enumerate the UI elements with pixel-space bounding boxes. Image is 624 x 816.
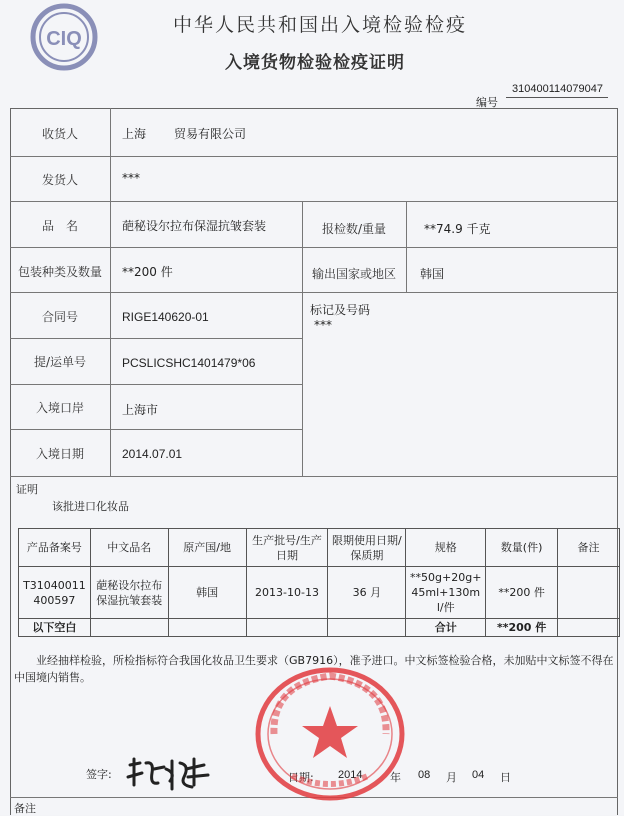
year-unit: 年 xyxy=(390,771,401,784)
logo-text: CIQ xyxy=(46,28,82,50)
th-record-no: 产品备案号 xyxy=(19,529,91,567)
marks-value: *** xyxy=(314,318,332,332)
marks-label: 标记及号码 xyxy=(310,303,371,317)
consignee-label: 收货人 xyxy=(41,127,78,141)
table-row xyxy=(19,567,620,619)
remarks-label: 备注 xyxy=(14,802,36,815)
origin-country-label: 输出国家或地区 xyxy=(311,267,396,281)
th-remark: 备注 xyxy=(558,529,620,567)
quantity-weight-label: 报检数/重量 xyxy=(321,222,387,236)
sign-month: 08 xyxy=(418,769,431,781)
cert-number: 310400114079047 xyxy=(512,83,603,95)
cert-number-label: 编号 xyxy=(476,96,498,109)
certificate-label: 证明 xyxy=(16,483,38,496)
consignee-company: 贸易有限公司 xyxy=(174,127,247,141)
document-title: 入境货物检验检疫证明 xyxy=(225,53,405,73)
th-qty: 数量(件) xyxy=(486,529,558,567)
conclusion-text: 业经抽样检验，所检指标符合我国化妆品卫生要求（GB7916），准予进口。中文标签检验合格，未加贴中文标签不得在中国境内销售。 xyxy=(14,654,614,684)
handwritten-signature xyxy=(124,755,214,795)
sign-day: 04 xyxy=(472,769,485,781)
port-label: 入境口岸 xyxy=(35,401,84,415)
product-value: 葩秘设尔拉布保湿抗皱套装 xyxy=(122,219,267,233)
entry-date-value: 2014.07.01 xyxy=(122,447,183,461)
sign-label: 签字: xyxy=(86,768,112,781)
certificate-intro: 该批进口化妆品 xyxy=(52,500,129,513)
origin-country-value: 韩国 xyxy=(420,267,445,281)
total-label: 合计 xyxy=(406,619,486,637)
entry-date-label: 入境日期 xyxy=(35,447,84,461)
official-seal-stamp xyxy=(252,664,408,804)
bill-value: PCSLICSHC1401479*06 xyxy=(122,356,256,370)
packing-value: **200 件 xyxy=(122,265,173,279)
cell-spec: **50g+20g+45ml+130ml/件 xyxy=(406,567,486,619)
bill-label: 提/运单号 xyxy=(33,355,87,369)
th-origin: 原产国/地 xyxy=(168,529,246,567)
total-value: **200 件 xyxy=(486,619,558,637)
consignor-value: *** xyxy=(122,171,140,185)
port-value: 上海市 xyxy=(122,403,159,417)
consignor-label: 发货人 xyxy=(41,173,78,187)
total-row xyxy=(19,619,620,637)
goods-table xyxy=(18,528,620,637)
cell-origin: 韩国 xyxy=(168,567,246,619)
product-label: 品 名 xyxy=(41,219,78,233)
cell-qty: **200 件 xyxy=(486,567,558,619)
cell-shelf-life: 36 月 xyxy=(328,567,406,619)
contract-value: RIGE140620-01 xyxy=(122,310,209,324)
th-shelf-life: 限期使用日期/保质期 xyxy=(328,529,406,567)
issuing-authority: 中华人民共和国出入境检验检疫 xyxy=(172,14,467,36)
cell-name: 葩秘设尔拉布保湿抗皱套装 xyxy=(90,567,168,619)
packing-label: 包装种类及数量 xyxy=(17,265,102,279)
goods-table-header xyxy=(19,529,620,567)
cell-record-no: T31040011400597 xyxy=(19,567,91,619)
th-name: 中文品名 xyxy=(90,529,168,567)
month-unit: 月 xyxy=(446,771,457,784)
blank-note: 以下空白 xyxy=(19,619,91,637)
consignee-city: 上海 xyxy=(122,127,147,141)
contract-label: 合同号 xyxy=(41,310,78,324)
th-spec: 规格 xyxy=(406,529,486,567)
quantity-weight-value: **74.9 千克 xyxy=(424,222,491,236)
cell-remark xyxy=(558,567,620,619)
day-unit: 日 xyxy=(500,771,511,784)
cell-batch: 2013-10-13 xyxy=(246,567,328,619)
th-batch: 生产批号/生产日期 xyxy=(246,529,328,567)
date-label: 日期: xyxy=(288,771,314,784)
ciq-logo xyxy=(30,3,98,71)
sign-year: 2014 xyxy=(338,769,363,781)
